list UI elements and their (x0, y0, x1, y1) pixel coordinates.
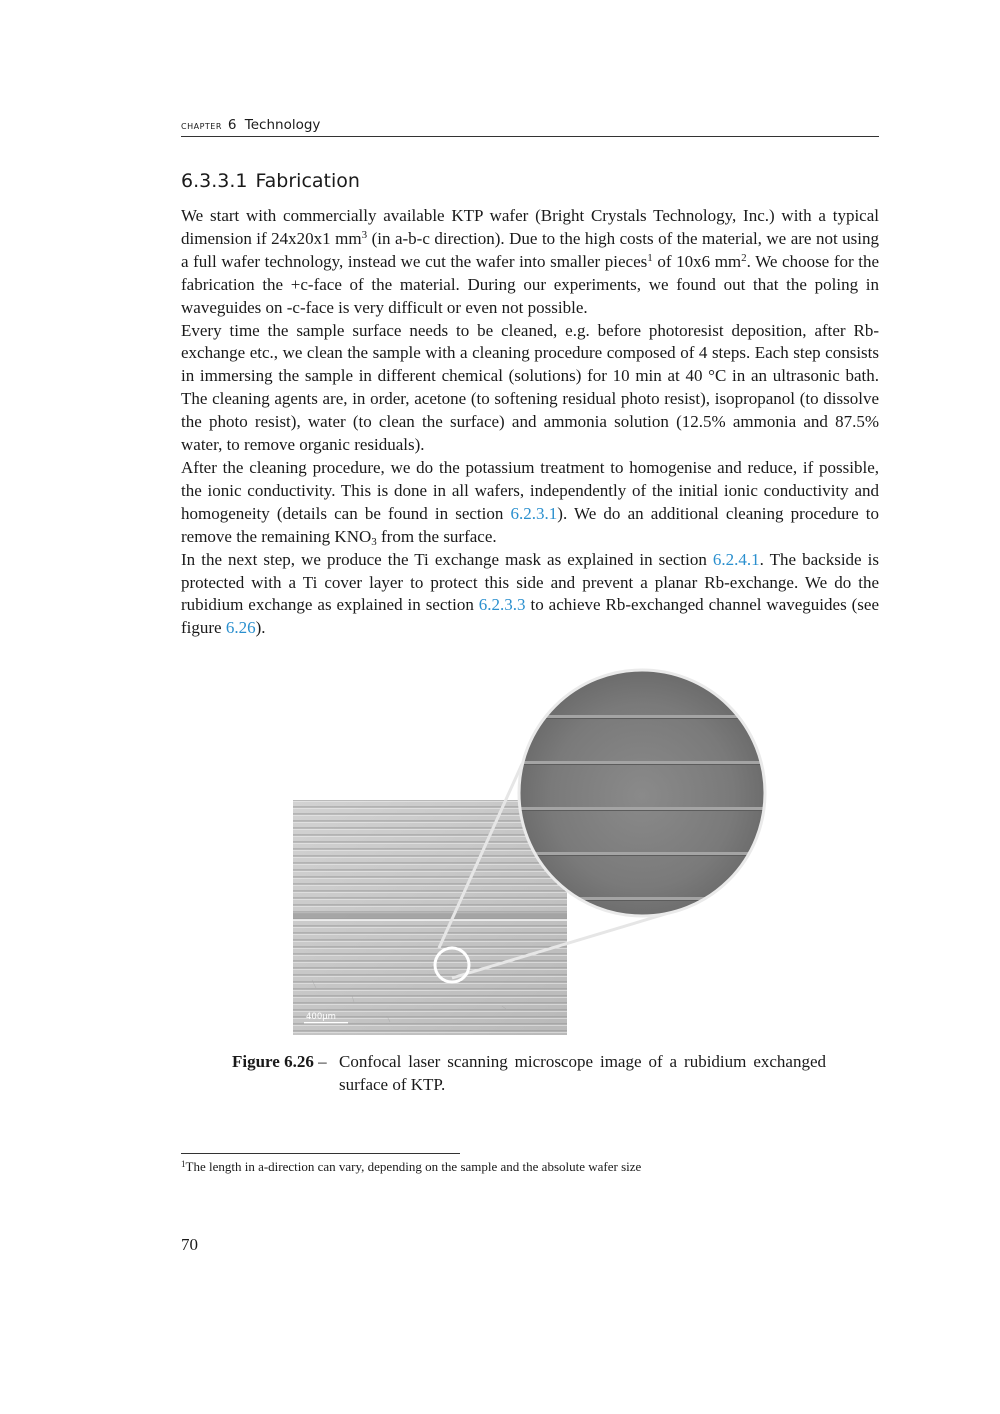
figure-microscope-image (292, 666, 772, 1038)
p1-text-d: . We choose for the fabrication the +c-face of the material. During our experiments, we found out that the poling in waveguides on -c-face is very difficult or even not possible. (181, 251, 880, 317)
section-link-6-2-3-3[interactable]: 6.2.3.3 (478, 595, 526, 615)
p3-text-a: After the cleaning procedure, we do the potassium treatment to homogenise and reduce, if possible, the ionic conductivity. This is done in all wafers, independently of the initial ionic conductivity and homogeneity (details can be found in section (181, 457, 879, 523)
footnote-marker-1: 1 (647, 251, 653, 264)
running-head (181, 116, 879, 137)
paragraph-3 (181, 457, 879, 549)
microscope-image-svg (292, 666, 772, 1038)
section-heading (181, 168, 360, 194)
section-link-6-2-4-1[interactable]: 6.2.4.1 (712, 549, 760, 569)
footnote-marker: 1 (181, 1159, 186, 1169)
footnote (181, 1158, 879, 1175)
section-link-6-2-3-1[interactable]: 6.2.3.1 (510, 503, 558, 523)
caption-figure-number: Figure 6.26 (232, 1052, 314, 1071)
running-head-chapter-number: 6 (227, 117, 237, 133)
p4-text-b: . The backside is protected with a Ti cover layer to protect this side and prevent a planar Rb-exchange. We do the rubidium exchange as explained in section (181, 549, 879, 615)
p1-text-c: of 10x6 mm (652, 251, 742, 271)
running-head-chapter-word: chapter (181, 118, 222, 132)
paragraph-1 (181, 205, 879, 320)
section-title: Fabrication (255, 170, 360, 192)
scale-bar-label: 400µm (306, 1012, 336, 1022)
page-number: 70 (181, 1235, 198, 1254)
p1-superscript-3: 3 (361, 228, 368, 241)
figure-caption (232, 1050, 826, 1096)
p1-superscript-2: 2 (741, 251, 747, 264)
p3-subscript-3: 3 (371, 535, 377, 548)
p3-text-b: ). We do an additional cleaning procedure to remove the remaining KNO (181, 503, 879, 546)
section-number: 6.3.3.1 (181, 170, 248, 192)
paragraph-2: Every time the sample surface needs to be cleaned, e.g. before photoresist deposition, after Rb-exchange etc., we clean the sample with a cleaning procedure composed of 4 steps. Each step consists in immersing the sample in different chemical (solutions) for 10 min at 40 °C in an ultrasonic bath. The cleaning agents are, in order, acetone (to softening residual photo resist), isopropanol (to dissolve the photo resist), water (to clean the surface) and ammonia solution (12.5% ammonia and 87.5% water, to remove organic residuals). (181, 320, 879, 455)
footnote-rule (181, 1153, 460, 1154)
p1-text-b: (in a-b-c direction). Due to the high costs of the material, we are not using a full wafer technology, instead we cut the wafer into smaller pieces (181, 228, 879, 271)
p4-text-d: ). (255, 618, 266, 638)
body-text (181, 205, 879, 640)
paragraph-4 (181, 549, 879, 641)
p4-text-c: to achieve Rb-exchanged channel waveguides (see figure (181, 595, 879, 638)
p4-text-a: In the next step, we produce the Ti exchange mask as explained in section (181, 549, 713, 569)
caption-text: Confocal laser scanning microscope image of a rubidium exchanged surface of KTP. (339, 1052, 826, 1094)
figure-link-6-26[interactable]: 6.26 (225, 618, 256, 638)
p3-text-c: from the surface. (376, 526, 497, 546)
running-head-chapter-title: Technology (244, 117, 321, 133)
caption-dash: – (313, 1052, 327, 1071)
caption-label (232, 1050, 342, 1073)
p1-text-a: We start with commercially available KTP wafer (Bright Crystals Technology, Inc.) with a typical dimension if 24x20x1 mm (181, 206, 879, 248)
footnote-text: The length in a-direction can vary, depending on the sample and the absolute wafer size (185, 1159, 642, 1174)
